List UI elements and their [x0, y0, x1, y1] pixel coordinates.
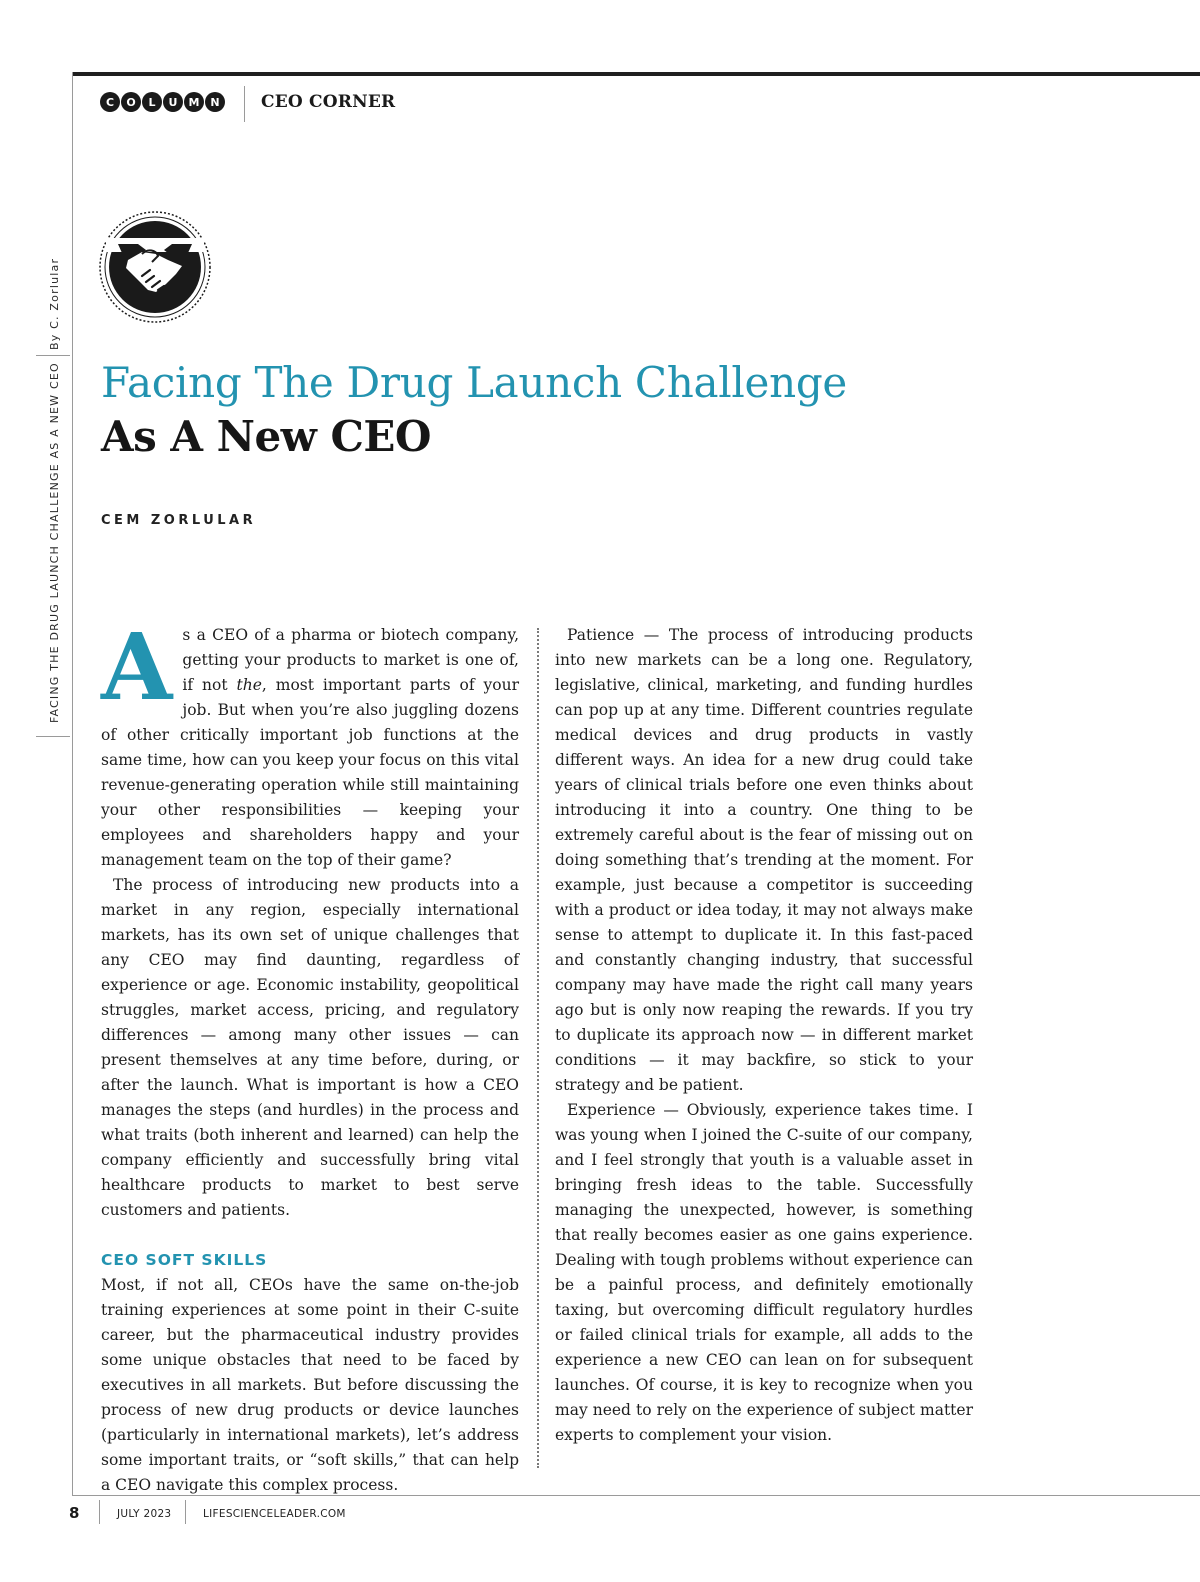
column-divider [537, 628, 539, 1468]
footer-divider [99, 1500, 100, 1524]
section-title: CEO CORNER [261, 92, 396, 112]
sidebar-author: By C. Zorlular [48, 257, 61, 350]
byline: CEM ZORLULAR [101, 513, 257, 528]
issue-date: JULY 2023 [117, 1508, 172, 1520]
drop-cap: A [101, 613, 173, 721]
emphasis-text: the [236, 676, 262, 694]
paragraph: Experience — Obviously, experience takes time. I was young when I joined the C-suite of our company, and I feel strongly that youth is a valuable asset in bringing fresh ideas to the table. Successfully managing the unexpected, however, is something that really becomes easier as one gains experience. Dealing with tough problems without experience can be a painful process, and definitely emotionally taxing, but overcoming difficult regulatory hurdles or failed clinical trials for example, all adds to the experience a new CEO can lean on for subsequent launches. Of course, it is key to recognize when you may need to rely on the experience of subject matter experts to complement your vision. [555, 1101, 973, 1444]
header-divider [244, 86, 245, 122]
column-badge-letter: M [184, 92, 204, 112]
left-rule [72, 72, 73, 1496]
headline-second-line: As A New CEO [101, 412, 431, 461]
paragraph [101, 613, 519, 873]
column-badge [100, 92, 225, 112]
column-badge-letter: N [205, 92, 225, 112]
article-column-right [555, 623, 973, 1448]
subhead: CEO SOFT SKILLS [101, 1251, 268, 1269]
sidebar-divider [36, 355, 70, 356]
article-column-left [101, 613, 519, 1498]
column-badge-letter: O [121, 92, 141, 112]
column-badge-letter: U [163, 92, 183, 112]
site-link[interactable]: LIFESCIENCELEADER.COM [203, 1508, 346, 1520]
top-rule [72, 72, 1200, 76]
column-badge-letter: L [142, 92, 162, 112]
column-badge-letter: C [100, 92, 120, 112]
paragraph: Patience — The process of introducing products into new markets can be a long one. Regulatory, legislative, clinical, marketing, and funding hurdles can pop up at any time. Different countries regulate medical devices and drug products in vastly different ways. An idea for a new drug could take years of clinical trials before one even thinks about introducing it into a country. One thing to be extremely careful about is the fear of missing out on doing something that’s trending at the moment. For example, just because a competitor is succeeding with a product or idea today, it may not always make sense to attempt to duplicate it. In this fast-paced and constantly changing industry, that successful company may have made the right call many years ago but is only now reaping the rewards. If you try to duplicate its approach now — in different market conditions — it may backfire, so stick to your strategy and be patient. [555, 626, 973, 1094]
sidebar-divider [36, 736, 70, 737]
footer-divider [185, 1500, 186, 1524]
paragraph: Most, if not all, CEOs have the same on-the-job training experiences at some point in their C-suite career, but the pharmaceutical industry provides some unique obstacles that need to be faced by executives in all markets. But before discussing the process of new drug products or device launches (particularly in international markets), let’s address some important traits, or “soft skills,” that can help a CEO navigate this complex process. [101, 1276, 519, 1494]
paragraph-text: , most important parts of your job. But when you’re also juggling dozens of other critically important job functions at the same time, how can you keep your focus on this vital revenue-generating operation while still maintaining your other responsibilities — keeping your employees and shareholders happy and your management team on the top of their game? [101, 676, 519, 869]
paragraph: The process of introducing new products into a market in any region, especially international markets, has its own set of unique challenges that any CEO may find daunting, regardless of experience or age. Economic instability, geopolitical struggles, market access, pricing, and regulatory differences — among many other issues — can present themselves at any time before, during, or after the launch. What is important is how a CEO manages the steps (and hurdles) in the process and what traits (both inherent and learned) can help the company efficiently and successfully bring vital healthcare products to market to best serve customers and patients. [101, 876, 519, 1219]
headline: Facing The Drug Launch Challenge [101, 358, 847, 407]
handshake-icon [98, 210, 212, 324]
paragraph-text: s a CEO of a pharma or biotech company, getting your products to market is one of, if not [182, 626, 519, 694]
sidebar-title: FACING THE DRUG LAUNCH CHALLENGE AS A NEW CEO [48, 362, 61, 723]
page-number: 8 [69, 1504, 80, 1522]
